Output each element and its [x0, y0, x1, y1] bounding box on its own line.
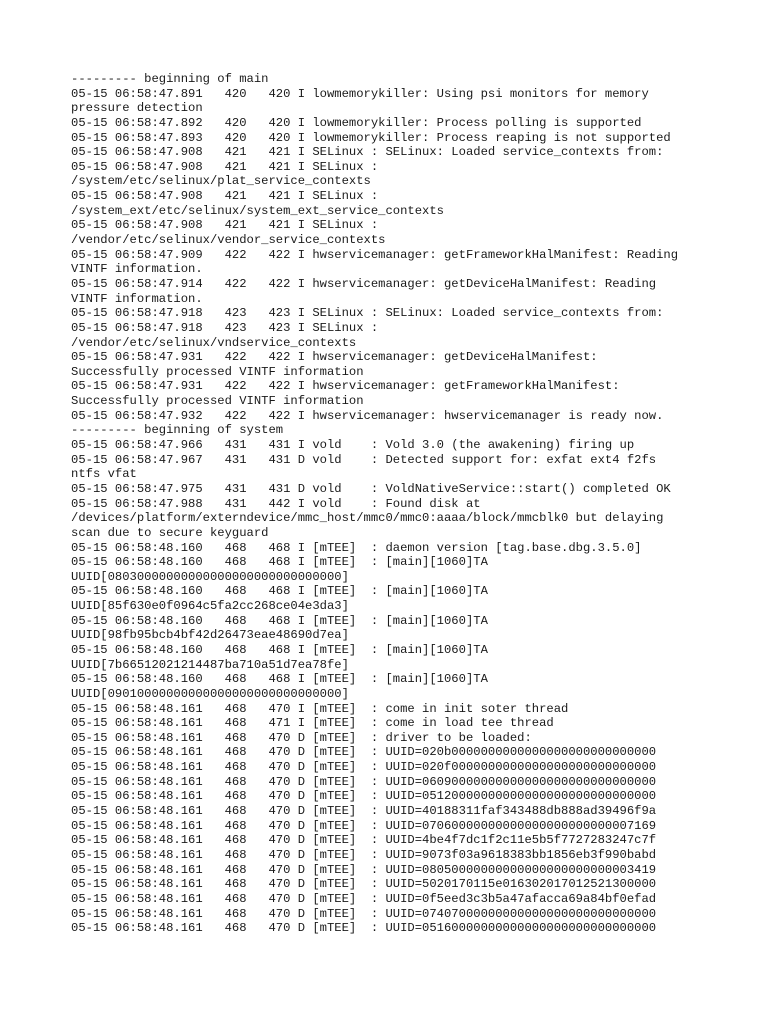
log-line: 05-15 06:58:47.918 423 423 I SELinux : [71, 320, 379, 335]
log-line: /system_ext/etc/selinux/system_ext_service_contexts [71, 203, 444, 218]
log-line: ntfs vfat [71, 467, 137, 482]
log-line: 05-15 06:58:47.967 431 431 D vold : Detected support for: exfat ext4 f2fs [71, 452, 657, 467]
log-line: 05-15 06:58:48.160 468 468 I [mTEE] : [main][1060]TA [71, 642, 488, 657]
log-line: 05-15 06:58:48.160 468 468 I [mTEE] : [main][1060]TA [71, 613, 488, 628]
log-line: 05-15 06:58:47.988 431 442 I vold : Found disk at [71, 496, 481, 511]
log-line: 05-15 06:58:48.161 468 470 D [mTEE] : UUID=020f0000000000000000000000000000 [71, 760, 657, 775]
log-line: 05-15 06:58:48.161 468 470 D [mTEE] : UUID=5020170115e016302017012521300000 [71, 877, 657, 892]
log-line: 05-15 06:58:47.892 420 420 I lowmemorykiller: Process polling is supported [71, 115, 642, 130]
log-line: 05-15 06:58:48.161 468 470 D [mTEE] : UUID=0f5eed3c3b5a47afacca69a84bf0efad [71, 891, 657, 906]
log-line: 05-15 06:58:47.918 423 423 I SELinux : SELinux: Loaded service_contexts from: [71, 306, 664, 321]
log-line: 05-15 06:58:48.160 468 468 I [mTEE] : [main][1060]TA [71, 584, 488, 599]
log-line: pressure detection [71, 101, 203, 116]
log-line: 05-15 06:58:48.161 468 470 D [mTEE] : UUID=07060000000000000000000000007169 [71, 818, 657, 833]
log-line: /vendor/etc/selinux/vendor_service_contexts [71, 233, 386, 248]
log-line: 05-15 06:58:47.932 422 422 I hwservicemanager: hwservicemanager is ready now. [71, 408, 664, 423]
log-line: 05-15 06:58:47.975 431 431 D vold : VoldNativeService::start() completed OK [71, 481, 671, 496]
log-line: VINTF information. [71, 262, 203, 277]
log-line: 05-15 06:58:48.160 468 468 I [mTEE] : [main][1060]TA [71, 555, 488, 570]
log-line: 05-15 06:58:48.161 468 470 D [mTEE] : UUID=40188311faf343488db888ad39496f9a [71, 804, 657, 819]
log-line: 05-15 06:58:48.161 468 470 D [mTEE] : UUID=020b0000000000000000000000000000 [71, 745, 657, 760]
log-line: 05-15 06:58:47.908 421 421 I SELinux : [71, 189, 379, 204]
log-line: 05-15 06:58:48.161 468 470 D [mTEE] : driver to be loaded: [71, 730, 532, 745]
log-line: 05-15 06:58:48.161 468 470 D [mTEE] : UUID=08050000000000000000000000003419 [71, 862, 657, 877]
log-line: UUID[08030000000000000000000000000000] [71, 569, 349, 584]
log-line: 05-15 06:58:47.908 421 421 I SELinux : SELinux: Loaded service_contexts from: [71, 145, 664, 160]
log-line: --------- beginning of system [71, 423, 284, 438]
log-line: 05-15 06:58:48.161 468 470 D [mTEE] : UUID=05120000000000000000000000000000 [71, 789, 657, 804]
log-line: /system/etc/selinux/plat_service_contexts [71, 174, 371, 189]
log-line: 05-15 06:58:48.161 468 470 D [mTEE] : UUID=05160000000000000000000000000000 [71, 921, 657, 936]
log-line: 05-15 06:58:48.161 468 470 I [mTEE] : come in init soter thread [71, 701, 569, 716]
log-line: Successfully processed VINTF information [71, 364, 364, 379]
log-line: UUID[85f630e0f0964c5fa2cc268ce04e3da3] [71, 599, 349, 614]
log-line: /vendor/etc/selinux/vndservice_contexts [71, 335, 357, 350]
log-line: scan due to secure keyguard [71, 525, 269, 540]
log-text-block [71, 72, 761, 936]
log-line: 05-15 06:58:47.908 421 421 I SELinux : [71, 159, 379, 174]
log-line: 05-15 06:58:48.160 468 468 I [mTEE] : [main][1060]TA [71, 672, 488, 687]
log-line: --------- beginning of main [71, 72, 269, 86]
log-line: 05-15 06:58:47.966 431 431 I vold : Vold 3.0 (the awakening) firing up [71, 438, 635, 453]
log-line: 05-15 06:58:48.161 468 470 D [mTEE] : UUID=4be4f7dc1f2c11e5b5f7727283247c7f [71, 833, 657, 848]
log-line: 05-15 06:58:47.931 422 422 I hwservicemanager: getDeviceHalManifest: [71, 350, 598, 365]
log-line: 05-15 06:58:47.914 422 422 I hwservicemanager: getDeviceHalManifest: Reading [71, 276, 657, 291]
log-line: UUID[98fb95bcb4bf42d26473eae48690d7ea] [71, 628, 349, 643]
log-line: 05-15 06:58:48.160 468 468 I [mTEE] : daemon version [tag.base.dbg.3.5.0] [71, 540, 642, 555]
log-line: Successfully processed VINTF information [71, 394, 364, 409]
log-line: 05-15 06:58:48.161 468 470 D [mTEE] : UUID=06090000000000000000000000000000 [71, 774, 657, 789]
log-line: 05-15 06:58:47.931 422 422 I hwservicemanager: getFrameworkHalManifest: [71, 379, 620, 394]
log-line: 05-15 06:58:47.891 420 420 I lowmemorykiller: Using psi monitors for memory [71, 86, 649, 101]
log-line: /devices/platform/externdevice/mmc_host/mmc0/mmc0:aaaa/block/mmcblk0 but delaying [71, 511, 664, 526]
log-line: 05-15 06:58:47.893 420 420 I lowmemorykiller: Process reaping is not supported [71, 130, 671, 145]
log-line: 05-15 06:58:48.161 468 471 I [mTEE] : come in load tee thread [71, 716, 554, 731]
log-line: 05-15 06:58:47.908 421 421 I SELinux : [71, 218, 379, 233]
log-line: UUID[09010000000000000000000000000000] [71, 686, 349, 701]
log-line: 05-15 06:58:48.161 468 470 D [mTEE] : UUID=9073f03a9618383bb1856eb3f990babd [71, 847, 657, 862]
log-line: 05-15 06:58:48.161 468 470 D [mTEE] : UUID=07407000000000000000000000000000 [71, 906, 657, 921]
log-line: VINTF information. [71, 291, 203, 306]
log-line: UUID[7b66512021214487ba710a51d7ea78fe] [71, 657, 349, 672]
log-line: 05-15 06:58:47.909 422 422 I hwservicemanager: getFrameworkHalManifest: Reading [71, 247, 679, 262]
